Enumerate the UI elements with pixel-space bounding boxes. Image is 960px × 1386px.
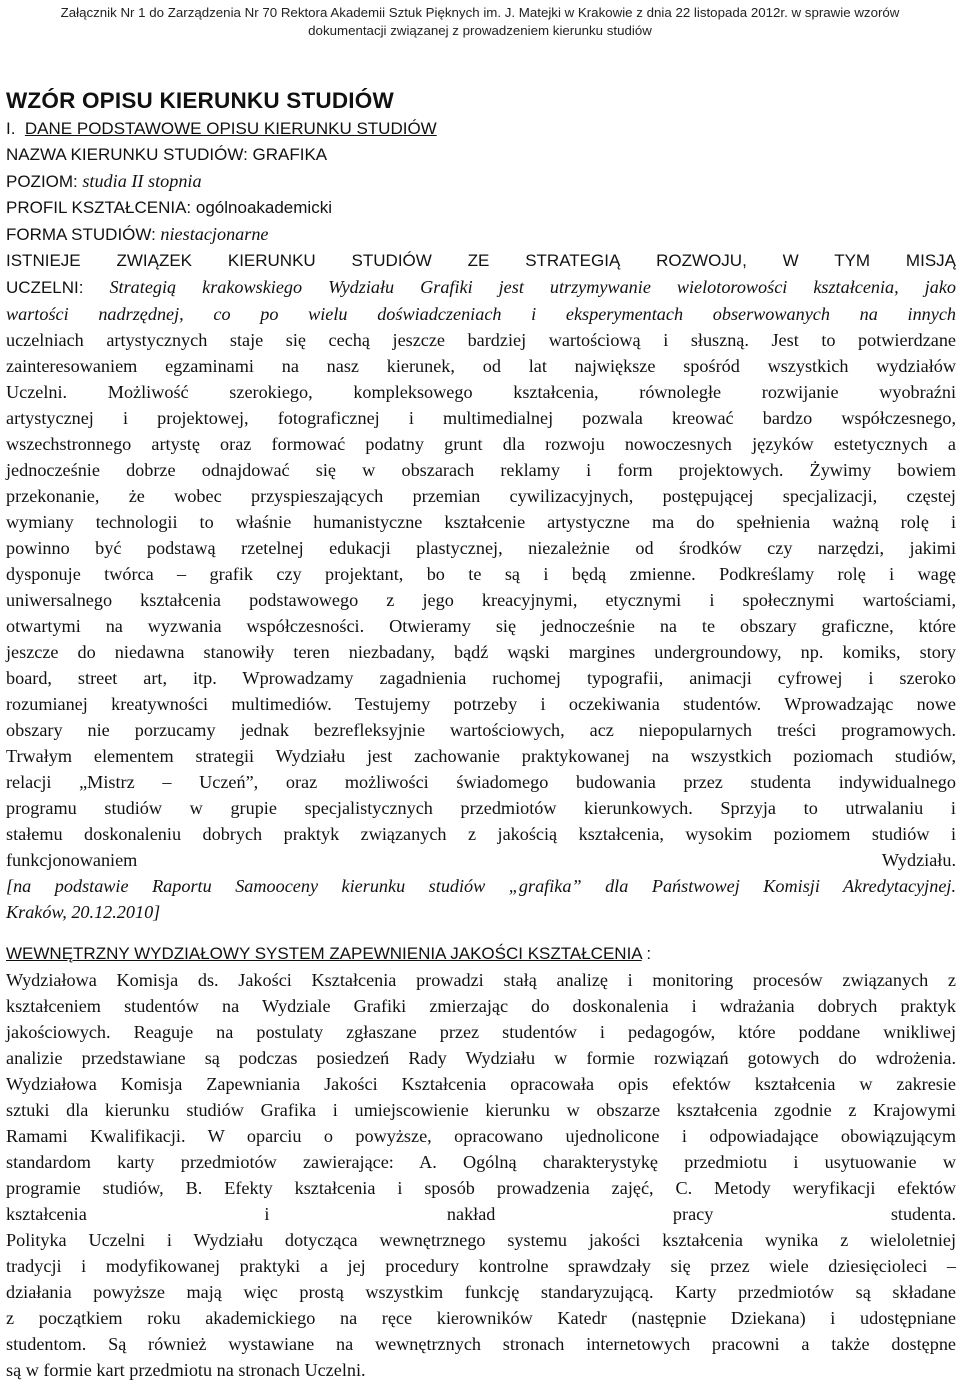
- text-line: [6, 743, 956, 769]
- text-line-content: Polityka Uczelni i Wydziału dotycząca wewnętrznego systemu jakości kształcenia wynika z wieloletniej: [6, 1230, 956, 1250]
- text-line-content: uniwersalnego kształcenia podstawowego z jego kreacyjnymi, etycznymi i społecznymi wartościami,: [6, 590, 956, 610]
- text-line-content: powinno być podstawą rzetelnej edukacji plastycznej, niezależnie od środków czy narzędzi, jakimi: [6, 538, 956, 558]
- field-level: [6, 168, 956, 195]
- header-line-1: Załącznik Nr 1 do Zarządzenia Nr 70 Rektora Akademii Sztuk Pięknych im. J. Matejki w Krakowie z dnia 22 listopada 2012r. w sprawie wzorów: [60, 5, 900, 20]
- text-line-content: wymiany technologii to właśnie humanistyczne kształcenie artystyczne ma do spełnienia ważną rolę i: [6, 512, 956, 532]
- text-line-content: Strategią krakowskiego Wydziału Grafiki jest utrzymywanie wielotorowości kształcenia, jako: [109, 277, 956, 297]
- field-strategy-label-cont: UCZELNI:: [6, 278, 84, 297]
- text-line-content: wszechstronnego artystę oraz formować podatny grunt dla rozwoju nowoczesnych języków estetycznych a: [6, 434, 956, 454]
- section-1-number: I.: [6, 119, 16, 138]
- text-line: [6, 1097, 956, 1123]
- text-line-content: sztuki dla kierunku studiów Grafika i umiejscowienie kierunku w obszarze kształcenia zgodnie z Krajowymi: [6, 1100, 956, 1120]
- text-line-content: Wydziałowa Komisja ds. Jakości Kształcenia prowadzi stałą analizę i monitoring procesów związanych z: [6, 970, 956, 990]
- field-profile: [6, 195, 956, 221]
- text-line-content: dysponuje twórca – grafik czy projektant, bo te są i będą zmienne. Podkreślamy rolę i wagę: [6, 564, 956, 584]
- text-line: [6, 691, 956, 717]
- text-line: [6, 274, 956, 301]
- text-line: [6, 379, 956, 405]
- text-line-content: standardom karty przedmiotów zawierające: A. Ogólną charakterystykę przedmiotu i usytuowanie w: [6, 1152, 956, 1172]
- field-form: [6, 221, 956, 248]
- text-line: [6, 431, 956, 457]
- text-line: [6, 1305, 956, 1331]
- text-line: [6, 587, 956, 613]
- field-form-value: niestacjonarne: [160, 224, 269, 244]
- text-line-content: kształceniem studentów na Wydziale Grafiki zmierzając do doskonalenia i wdrażania dobrych praktyk: [6, 996, 956, 1016]
- text-line: [6, 1045, 956, 1071]
- text-line: [6, 769, 956, 795]
- text-line-content: [na podstawie Raportu Samooceny kierunku studiów „grafika” dla Państwowej Komisji Akredytacyjnej.: [6, 876, 956, 896]
- quality-system-text: [6, 967, 956, 1383]
- header-line-2: dokumentacji związanej z prowadzeniem kierunku studiów: [308, 23, 652, 38]
- section-1-heading: [6, 116, 956, 142]
- document-header: [0, 4, 960, 40]
- text-line-content: otwartymi na wyzwania współczesności. Otwieramy się jednocześnie na te obszary graficzne, które: [6, 616, 956, 636]
- text-line-content: Wydziałowa Komisja Zapewniania Jakości Kształcenia opracowała opis efektów kształcenia w zakresie: [6, 1074, 956, 1094]
- field-program-name: NAZWA KIERUNKU STUDIÓW: GRAFIKA: [6, 145, 328, 164]
- text-line-content: zainteresowaniem egzaminami na nasz kierunek, od lat największe spośród wszystkich wydziałów: [6, 356, 956, 376]
- text-line: [6, 1123, 956, 1149]
- text-line: [6, 301, 956, 327]
- text-line-content: programie studiów, B. Efekty kształcenia i sposób prowadzenia zajęć, C. Metody weryfikacji efektów: [6, 1178, 956, 1198]
- text-line: [6, 1175, 956, 1201]
- text-line: [6, 873, 956, 899]
- text-line-content: tradycji i modyfikowanej praktyki a jej procedury kontrolne sprawdzały się przez wiele dziesięcioleci –: [6, 1256, 956, 1276]
- text-line: [6, 483, 956, 509]
- text-line-content: są w formie kart przedmiotu na stronach Uczelni.: [6, 1360, 366, 1380]
- text-line: [6, 1227, 956, 1253]
- text-line: [6, 1019, 956, 1045]
- field-form-label: FORMA STUDIÓW:: [6, 225, 156, 244]
- text-line-content: działania powyższe mają więc prostą wszystkim funkcję standaryzującą. Karty przedmiotów są składane: [6, 1282, 956, 1302]
- text-line-content: jakościowych. Reaguje na postulaty zgłaszane przez studentów i pedagogów, które poddane wnikliwej: [6, 1022, 956, 1042]
- text-line: [6, 899, 956, 925]
- field-profile-value: ogólnoakademicki: [195, 198, 332, 217]
- text-line: [6, 993, 956, 1019]
- text-line-content: programu studiów w grupie specjalistycznych przedmiotów kierunkowych. Sprzyja to utrwalaniu i: [6, 798, 956, 818]
- text-line: [6, 795, 956, 821]
- text-line: [6, 717, 956, 743]
- text-line-content: Kraków, 20.12.2010]: [6, 902, 161, 922]
- section-quality-system: [6, 941, 956, 1383]
- text-line-content: jednocześnie dobrze odnajdować się w obszarach reklamy i form projektowych. Żywimy bowiem: [6, 460, 956, 480]
- field-strategy-label: ISTNIEJE ZWIĄZEK KIERUNKU STUDIÓW ZE STRATEGIĄ ROZWOJU, W TYM MISJĄ: [6, 251, 956, 270]
- text-line-content: wartości nadrzędnej, co po wielu doświadczeniach i eksperymentach obserwowanych na innych: [6, 304, 956, 324]
- text-line-content: board, street art, itp. Wprowadzamy zagadnienia ruchomej typografii, animacji cyfrowej i szeroko: [6, 668, 956, 688]
- field-profile-label: PROFIL KSZTAŁCENIA:: [6, 198, 192, 217]
- field-level-value: studia II stopnia: [82, 171, 202, 191]
- text-line-content: relacji „Mistrz – Uczeń”, oraz możliwości świadomego budowania przez studenta indywidualnego: [6, 772, 956, 792]
- text-line-content: kształcenia i nakład pracy studenta.: [6, 1204, 956, 1224]
- text-line: [6, 405, 956, 431]
- text-line-content: funkcjonowaniem Wydziału.: [6, 850, 956, 870]
- text-line: [6, 1279, 956, 1305]
- text-line-content: Trwałym elementem strategii Wydziału jest zachowanie praktykowanej na wszystkich poziomach studiów,: [6, 746, 956, 766]
- section-spacer: [6, 925, 956, 941]
- text-line: [6, 1331, 956, 1357]
- text-line-content: jeszcze do niedawna stanowiły teren niezbadany, bądź wąski margines undergroundowy, np. komiks, story: [6, 642, 956, 662]
- text-line: [6, 1201, 956, 1227]
- text-line: [6, 665, 956, 691]
- text-line: [6, 847, 956, 873]
- section-2-title: WEWNĘTRZNY WYDZIAŁOWY SYSTEM ZAPEWNIENIA JAKOŚCI KSZTAŁCENIA: [6, 944, 642, 963]
- document-title: WZÓR OPISU KIERUNKU STUDIÓW: [6, 88, 394, 113]
- text-line: [6, 327, 956, 353]
- text-line-content: analizie przedstawiane są podczas posiedzeń Rady Wydziału w formie rozwiązań gotowych do wdrożenia.: [6, 1048, 956, 1068]
- text-line: [6, 509, 956, 535]
- text-line: [6, 613, 956, 639]
- section-basic-data: [6, 116, 956, 925]
- document-body: [6, 88, 956, 1383]
- text-line: [6, 1357, 956, 1383]
- text-line: [6, 967, 956, 993]
- text-line-content: uczelniach artystycznych staje się cechą jeszcze bardziej wartościową i słuszną. Jest to potwierdzane: [6, 330, 956, 350]
- text-line-content: Ramami Kwalifikacji. W oparciu o powyższe, opracowano ujednolicone i odpowiadające obowiązującym: [6, 1126, 956, 1146]
- text-line: [6, 457, 956, 483]
- section-1-title: DANE PODSTAWOWE OPISU KIERUNKU STUDIÓW: [24, 119, 437, 138]
- text-line-content: rozumianej kreatywności multimediów. Testujemy potrzeby i oczekiwania studentów. Wprowadzając nowe: [6, 694, 956, 714]
- text-line: [6, 353, 956, 379]
- section-2-heading: [6, 941, 956, 967]
- section-2-heading-suffix: :: [641, 944, 652, 963]
- text-line: [6, 821, 956, 847]
- text-line-content: artystycznej i projektowej, fotograficznej i multimedialnej pozwala kreować bardzo współczesnego,: [6, 408, 956, 428]
- text-line: [6, 1071, 956, 1097]
- text-line-content: obszary nie porzucamy jednak bezrefleksyjnie wartościowych, acz niepopularnych treści programowych.: [6, 720, 956, 740]
- text-line-content: Uczelni. Możliwość szerokiego, kompleksowego kształcenia, równoległe rozwijanie wyobraźni: [6, 382, 956, 402]
- text-line-content: stałemu doskonaleniu dobrych praktyk związanych z jakością kształcenia, wysokim poziomem studiów i: [6, 824, 956, 844]
- text-line-content: przekonanie, że wobec przyspieszających przemian cywilizacyjnych, postępującej specjalizacji, częstej: [6, 486, 956, 506]
- text-line-content: z początkiem roku akademickiego na ręce kierowników Katedr (następnie Dziekana) i udostępniane: [6, 1308, 956, 1328]
- text-line: [6, 535, 956, 561]
- text-line: [6, 639, 956, 665]
- text-line: [6, 1253, 956, 1279]
- text-line: [6, 561, 956, 587]
- text-line-content: studentom. Są również wystawiane na wewnętrznych stronach internetowych pracowni a także dostępne: [6, 1334, 956, 1354]
- text-line: [6, 1149, 956, 1175]
- field-level-label: POZIOM:: [6, 172, 78, 191]
- strategy-text: [6, 274, 956, 925]
